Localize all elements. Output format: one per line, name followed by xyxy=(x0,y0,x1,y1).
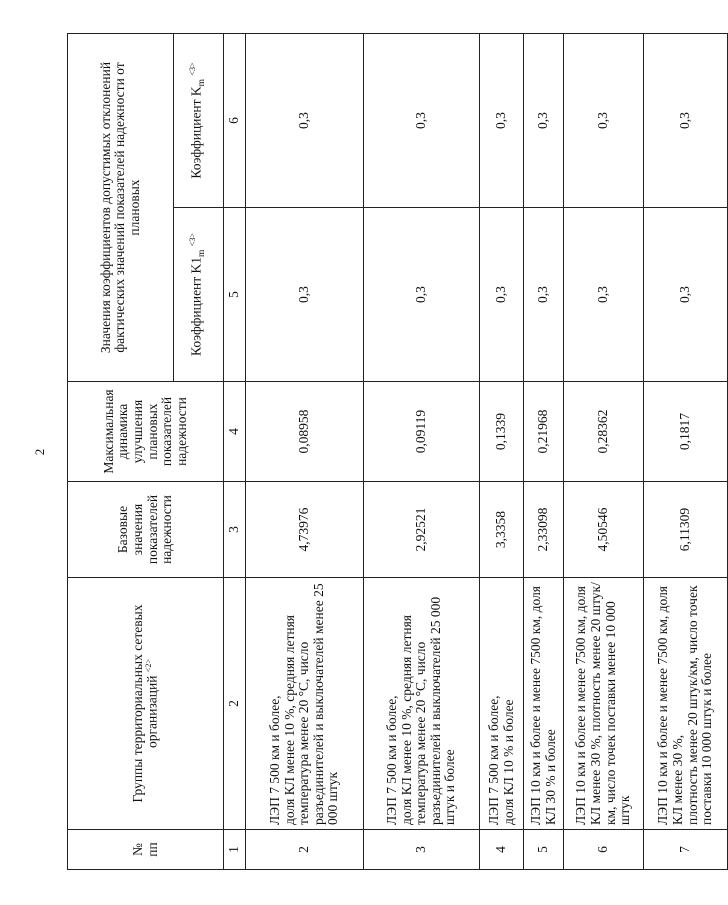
row-coefficient-k2: 0,3 xyxy=(364,34,480,208)
row-coefficient-k1: 0,3 xyxy=(364,208,480,382)
table-row xyxy=(524,34,564,870)
row-base-value: 4,50546 xyxy=(564,482,644,578)
column-number-row xyxy=(224,34,246,870)
table-row xyxy=(246,34,364,870)
header-k1-label: Коэффициент K1 xyxy=(188,256,204,356)
header-k1-sub: m xyxy=(197,249,208,257)
row-max-dynamics: 0,21968 xyxy=(524,382,564,482)
row-base-value: 3,3358 xyxy=(480,482,524,578)
row-number: 5 xyxy=(524,830,564,870)
row-number: 3 xyxy=(364,830,480,870)
header-coefficient-k1 xyxy=(174,208,224,382)
column-number-4: 4 xyxy=(224,382,246,482)
reliability-indicators-table xyxy=(67,33,728,870)
row-group-description: ЛЭП 7 500 км и более, доля КЛ 10 % и более xyxy=(480,578,524,830)
row-number: 2 xyxy=(246,830,364,870)
column-number-2: 2 xyxy=(224,578,246,830)
row-base-value: 4,73976 xyxy=(246,482,364,578)
row-group-description: ЛЭП 7 500 км и более, доля КЛ менее 10 %, средняя летняя температура менее 20 °С, число разъединителей и выключателей 25 000 штук и более xyxy=(364,578,480,830)
row-group-description: ЛЭП 10 км и более и менее 7500 км, доля КЛ 30 % и более xyxy=(524,578,564,830)
page-number: 2 xyxy=(32,448,47,456)
row-base-value: 2,92521 xyxy=(364,482,480,578)
table-row xyxy=(364,34,480,870)
column-number-3: 3 xyxy=(224,482,246,578)
table-row xyxy=(564,34,644,870)
row-coefficient-k2: 0,3 xyxy=(480,34,524,208)
header-k1-footnote: <3> xyxy=(188,233,198,247)
row-coefficient-k1: 0,3 xyxy=(524,208,564,382)
row-base-value: 6,11309 xyxy=(644,482,728,578)
header-group-label: Группы территориальных сетевых организаций xyxy=(129,604,160,803)
row-coefficient-k2: 0,3 xyxy=(524,34,564,208)
row-group-description: ЛЭП 7 500 км и более, доля КЛ менее 10 %, средняя летняя температура менее 20 °С, число разъединителей и выключателей менее 25 000 штук xyxy=(246,578,364,830)
header-coefficients-group: Значения коэффициентов допустимых отклонений фактических значений показателей надежности от плановых xyxy=(68,34,174,382)
header-group-footnote: <2> xyxy=(144,658,154,673)
header-k2-label: Коэффициент K xyxy=(188,86,204,179)
header-group xyxy=(68,578,224,830)
row-coefficient-k2: 0,3 xyxy=(564,34,644,208)
header-max-dynamics: Максимальная динамика улучшения плановых показателей надежности xyxy=(68,382,224,482)
row-group-description: ЛЭП 10 км и более и менее 7500 км, доля КЛ менее 30 %, плотность менее 20 штук/км, число точек поставки 10 000 штук и более xyxy=(644,578,728,830)
rotated-table-container xyxy=(67,34,715,870)
header-coefficient-k2 xyxy=(174,34,224,208)
row-max-dynamics: 0,1817 xyxy=(644,382,728,482)
row-max-dynamics: 0,08958 xyxy=(246,382,364,482)
row-max-dynamics: 0,09119 xyxy=(364,382,480,482)
row-number: 7 xyxy=(644,830,728,870)
row-base-value: 2,33098 xyxy=(524,482,564,578)
column-number-6: 6 xyxy=(224,34,246,208)
row-group-description: ЛЭП 10 км и более и менее 7500 км, доля КЛ менее 30 %, плотность менее 20 штук/км, число точек поставки менее 10 000 штук xyxy=(564,578,644,830)
row-number: 6 xyxy=(564,830,644,870)
header-k2-footnote: <3> xyxy=(188,62,198,76)
row-coefficient-k1: 0,3 xyxy=(644,208,728,382)
row-max-dynamics: 0,28362 xyxy=(564,382,644,482)
column-number-5: 5 xyxy=(224,208,246,382)
row-coefficient-k1: 0,3 xyxy=(480,208,524,382)
row-coefficient-k2: 0,3 xyxy=(246,34,364,208)
row-coefficient-k1: 0,3 xyxy=(246,208,364,382)
row-coefficient-k1: 0,3 xyxy=(564,208,644,382)
row-number: 4 xyxy=(480,830,524,870)
row-coefficient-k2: 0,3 xyxy=(644,34,728,208)
header-base-values: Базовые значения показателей надежности xyxy=(68,482,224,578)
header-k2-sub: m xyxy=(197,78,208,87)
column-number-1: 1 xyxy=(224,830,246,870)
table-row xyxy=(480,34,524,870)
row-max-dynamics: 0,1339 xyxy=(480,382,524,482)
table-row xyxy=(644,34,728,870)
header-number: № пп xyxy=(68,830,224,870)
